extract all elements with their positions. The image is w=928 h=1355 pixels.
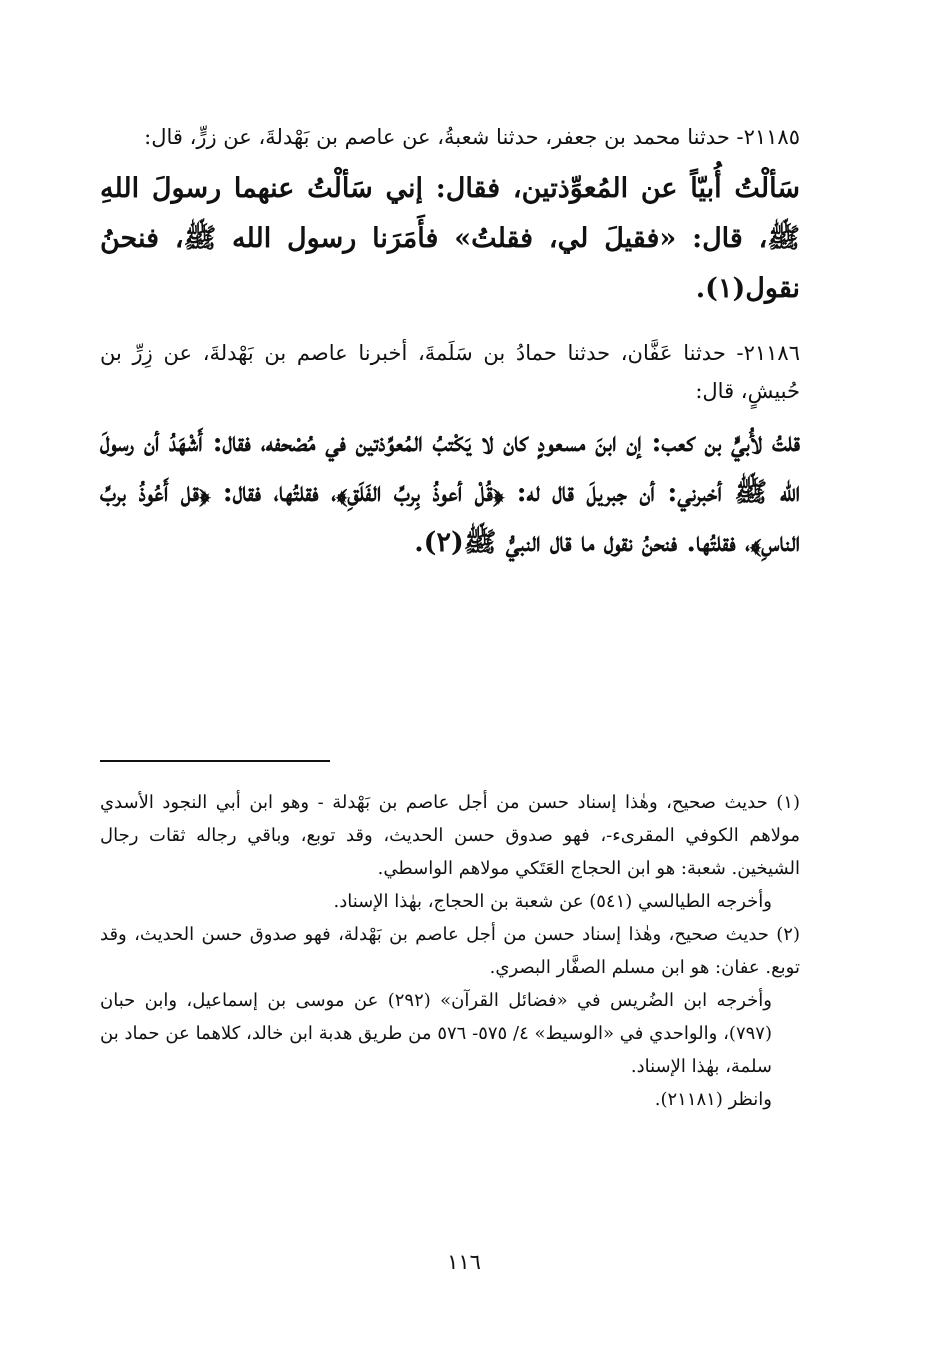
hadith-matn: قلتُ لأُبيٍّ بن كعب: إن ابنَ مسعودٍ كان لا يَكْتبُ المُعوِّذتين في مُصْحفه، فقال: أَشْهَدُ أن رسولَ الله ﷺ أخبرني: أن جبريلَ قال له: ﴿قُلْ أعوذُ بِربِّ الفَلَقِ﴾، فقلتُها، فقال: ﴿قل أَعُوذُ بربِّ الناسِ﴾، فقلتُها. فنحنُ نقول ما قال النبيُّ ﷺ(٢). (100, 427, 800, 558)
footnotes (100, 786, 800, 1116)
footnote: وأخرجه ابن الضُريس في «فضائل القرآن» (٢٩٢) عن موسى بن إسماعيل، وابن حبان (٧٩٧)، والواحدي في «الوسيط» ٤/ ٥٧٥- ٥٧٦ من طريق هدبة ابن خالد، كلاهما عن حماد بن سلمة، بهٰذا الإسناد. (100, 990, 772, 1077)
footnote-separator (100, 760, 330, 762)
footnote: وانظر (٢١١٨١). (654, 1089, 772, 1110)
hadith-isnad: ٢١١٨٦- حدثنا عَفَّان، حدثنا حمادُ بن سَلَمةَ، أخبرنا عاصم بن بَهْدلةَ، عن زِرِّ بن حُبيشٍ، قال: (100, 341, 800, 403)
main-text (100, 118, 800, 588)
hadith-isnad: ٢١١٨٥- حدثنا محمد بن جعفر، حدثنا شعبةُ، عن عاصم بن بَهْدلةَ، عن زرٍّ، قال: (144, 125, 800, 149)
hadith-matn: سَألْتُ أُبيّاً عن المُعوِّذتين، فقال: إني سَألْتُ عنهما رسولَ اللهِ ﷺ، قال: «فقيلَ لي، فقلتُ» فأَمَرَنا رسول الله ﷺ، فنحنُ نقول(١). (100, 173, 800, 304)
page-number: ١١٦ (447, 1250, 481, 1274)
footnote: (٢) حديث صحيح، وهٰذا إسناد حسن من أجل عاصم بن بَهْدلة، فهو صدوق حسن الحديث، وقد توبع. عفان: هو ابن مسلم الصفَّار البصري. (100, 924, 800, 978)
footnote: (١) حديث صحيح، وهٰذا إسناد حسن من أجل عاصم بن بَهْدلة - وهو ابن أبي النجود الأسدي مولاهم الكوفي المقرىء-، فهو صدوق حسن الحديث، وقد توبع، وباقي رجاله ثقات رجال الشيخين. شعبة: هو ابن الحجاج العَتَكي مولاهم الواسطي. (100, 792, 800, 879)
footnote: وأخرجه الطيالسي (٥٤١) عن شعبة بن الحجاج، بهٰذا الإسناد. (333, 891, 772, 912)
